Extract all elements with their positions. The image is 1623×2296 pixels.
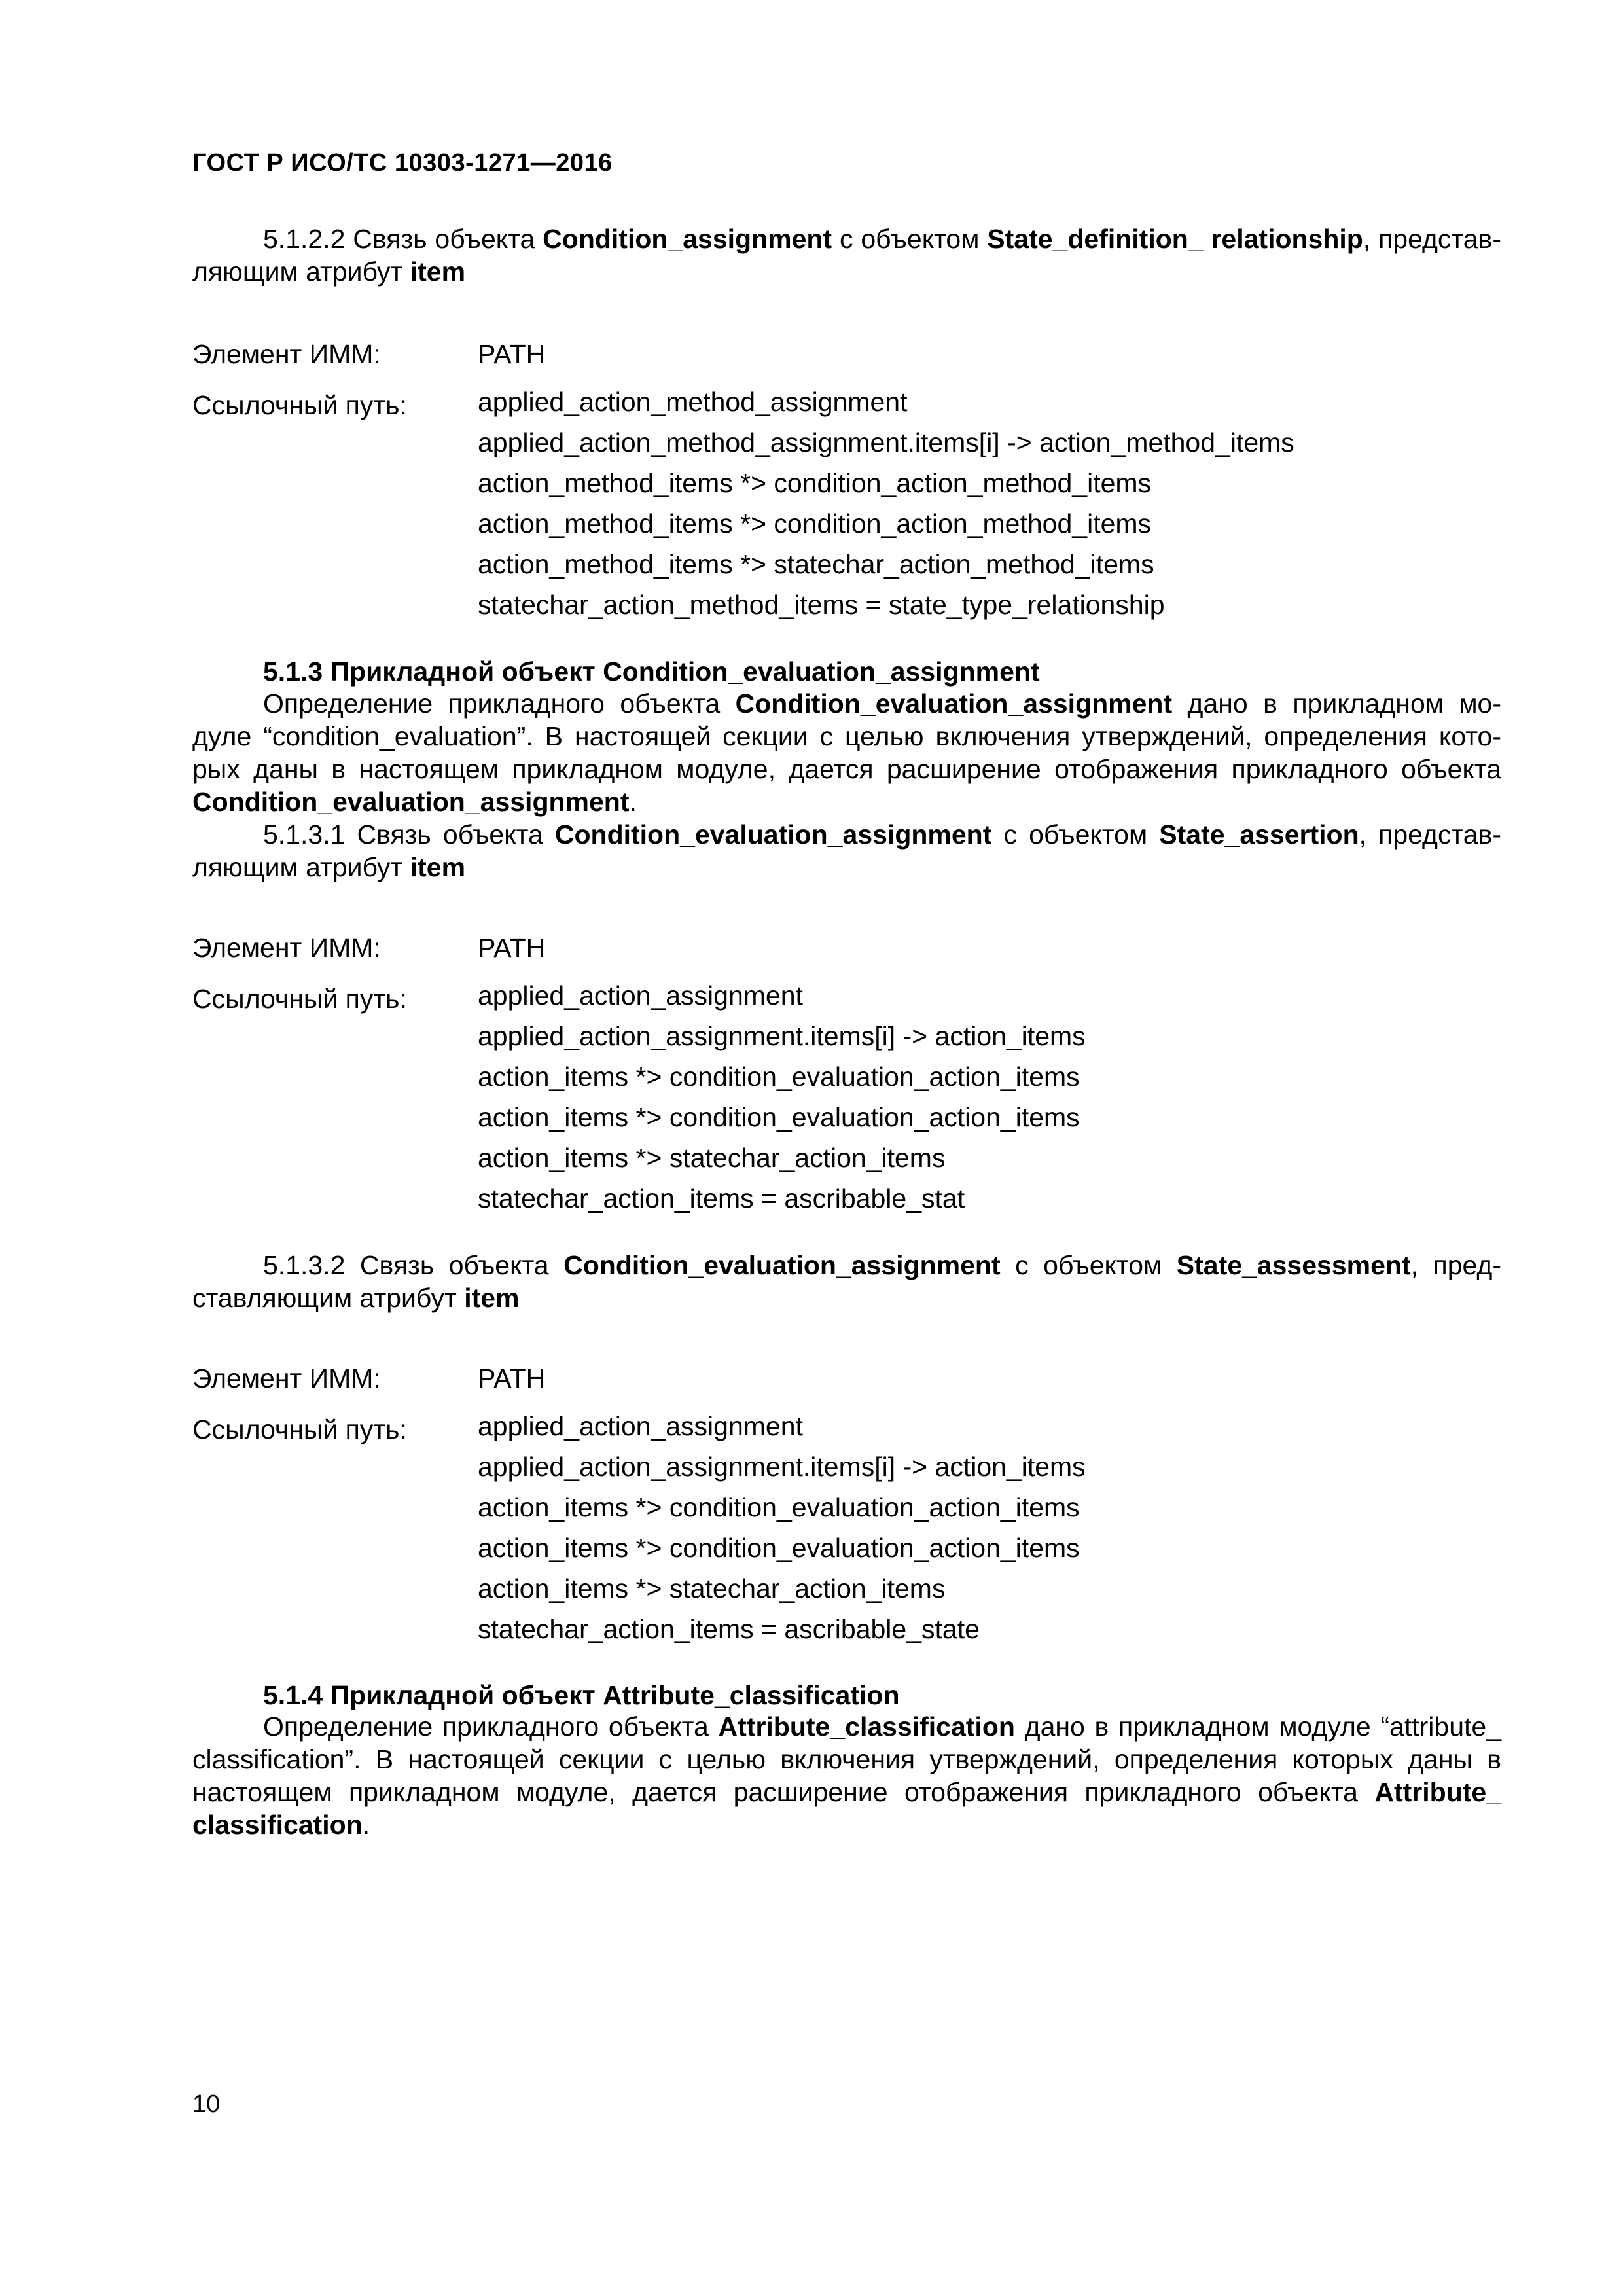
path-line: statechar_action_items = ascribable_state [478, 1614, 980, 1644]
text: , представ-ляющим атрибут [192, 819, 1502, 882]
text: . [362, 1810, 370, 1840]
reference-path-list [478, 382, 1294, 625]
reference-path-list [478, 1406, 1086, 1649]
text: с объектом [1000, 1250, 1177, 1280]
path-line: applied_action_assignment.items[i] -> action_items [478, 1452, 1086, 1482]
path-line: action_items *> condition_evaluation_action_items [478, 1102, 1080, 1132]
path-line: action_items *> statechar_action_items [478, 1573, 946, 1604]
document-header: ГОСТ Р ИСО/ТС 10303-1271—2016 [192, 149, 613, 177]
entity-name: Condition_evaluation_assignment [192, 787, 630, 817]
text: с объектом [832, 224, 988, 254]
path-line: applied_action_assignment.items[i] -> action_items [478, 1021, 1086, 1051]
attribute-name: item [410, 257, 466, 287]
value-element-imm: PATH [478, 933, 546, 963]
path-line: action_items *> condition_evaluation_action_items [478, 1533, 1080, 1563]
path-line: action_items *> statechar_action_items [478, 1143, 946, 1173]
page-number: 10 [192, 2090, 221, 2118]
text: , пред-ставляющим атрибут [192, 1250, 1502, 1313]
value-element-imm: PATH [478, 339, 546, 369]
text: дано в прикладном мо-дуле “condition_evaluation”. В настоящей секции с целью включения утверждений, определения кото-рых даны в настоящем прикладном модуле, дается расширение отображения прикладного объекта [192, 689, 1501, 784]
label-reference-path: Ссылочный путь: [192, 1414, 407, 1444]
text: 5.1.3.1 Связь объекта [263, 819, 555, 850]
label-element-imm: Элемент ИММ: [192, 933, 381, 963]
path-line: action_items *> condition_evaluation_action_items [478, 1062, 1080, 1092]
text: . [629, 787, 637, 817]
paragraph-5-1-3-1 [192, 818, 1501, 884]
reference-path-list [478, 975, 1086, 1219]
text: , представ-ляющим атрибут [192, 224, 1501, 287]
entity-name: State_assertion [1159, 819, 1359, 850]
path-line: action_method_items *> condition_action_method_items [478, 509, 1152, 539]
entity-name: Condition_evaluation_assignment [554, 819, 992, 850]
entity-name: State_assessment [1176, 1250, 1411, 1280]
section-heading-5-1-4: 5.1.4 Прикладной объект Attribute_classification [263, 1680, 900, 1710]
text: 5.1.3.2 Связь объекта [263, 1250, 564, 1280]
label-element-imm: Элемент ИММ: [192, 1363, 381, 1393]
path-line: applied_action_assignment [478, 980, 803, 1011]
path-line: applied_action_method_assignment.items[i] -> action_method_items [478, 427, 1294, 457]
path-line: applied_action_assignment [478, 1411, 803, 1441]
paragraph-5-1-3 [192, 687, 1501, 818]
path-line: action_method_items *> condition_action_method_items [478, 468, 1152, 498]
paragraph-5-1-2-2 [192, 223, 1501, 288]
text: дано в прикладном модуле “attribute_ classification”. В настоящей секции с целью включения утверждений, определения которых даны в настоящем прикладном модуле, дается расширение отображения прикладного объекта [192, 1712, 1502, 1807]
attribute-name: item [410, 852, 466, 882]
label-element-imm: Элемент ИММ: [192, 339, 381, 369]
path-line: action_items *> condition_evaluation_action_items [478, 1492, 1080, 1522]
label-reference-path: Ссылочный путь: [192, 984, 407, 1014]
paragraph-5-1-3-2 [192, 1249, 1501, 1314]
path-line: action_method_items *> statechar_action_method_items [478, 549, 1154, 579]
entity-name: Condition_evaluation_assignment [563, 1250, 1001, 1280]
path-line: applied_action_method_assignment [478, 387, 908, 417]
text: 5.1.2.2 Связь объекта [263, 224, 543, 254]
text: Определение прикладного объекта [263, 689, 736, 719]
label-reference-path: Ссылочный путь: [192, 390, 407, 420]
entity-name: Attribute_ classification [192, 1777, 1501, 1840]
text: с объектом [991, 819, 1160, 850]
attribute-name: item [464, 1283, 520, 1313]
section-heading-5-1-3: 5.1.3 Прикладной объект Condition_evaluation_assignment [263, 656, 1040, 687]
path-line: statechar_action_items = ascribable_stat [478, 1183, 965, 1213]
entity-name: Condition_evaluation_assignment [735, 689, 1173, 719]
value-element-imm: PATH [478, 1363, 546, 1393]
paragraph-5-1-4 [192, 1710, 1501, 1841]
entity-name: Attribute_classification [718, 1712, 1015, 1742]
entity-name: State_definition_ relationship [987, 224, 1363, 254]
text: Определение прикладного объекта [263, 1712, 719, 1742]
entity-name: Condition_assignment [543, 224, 832, 254]
path-line: statechar_action_method_items = state_type_relationship [478, 590, 1165, 620]
